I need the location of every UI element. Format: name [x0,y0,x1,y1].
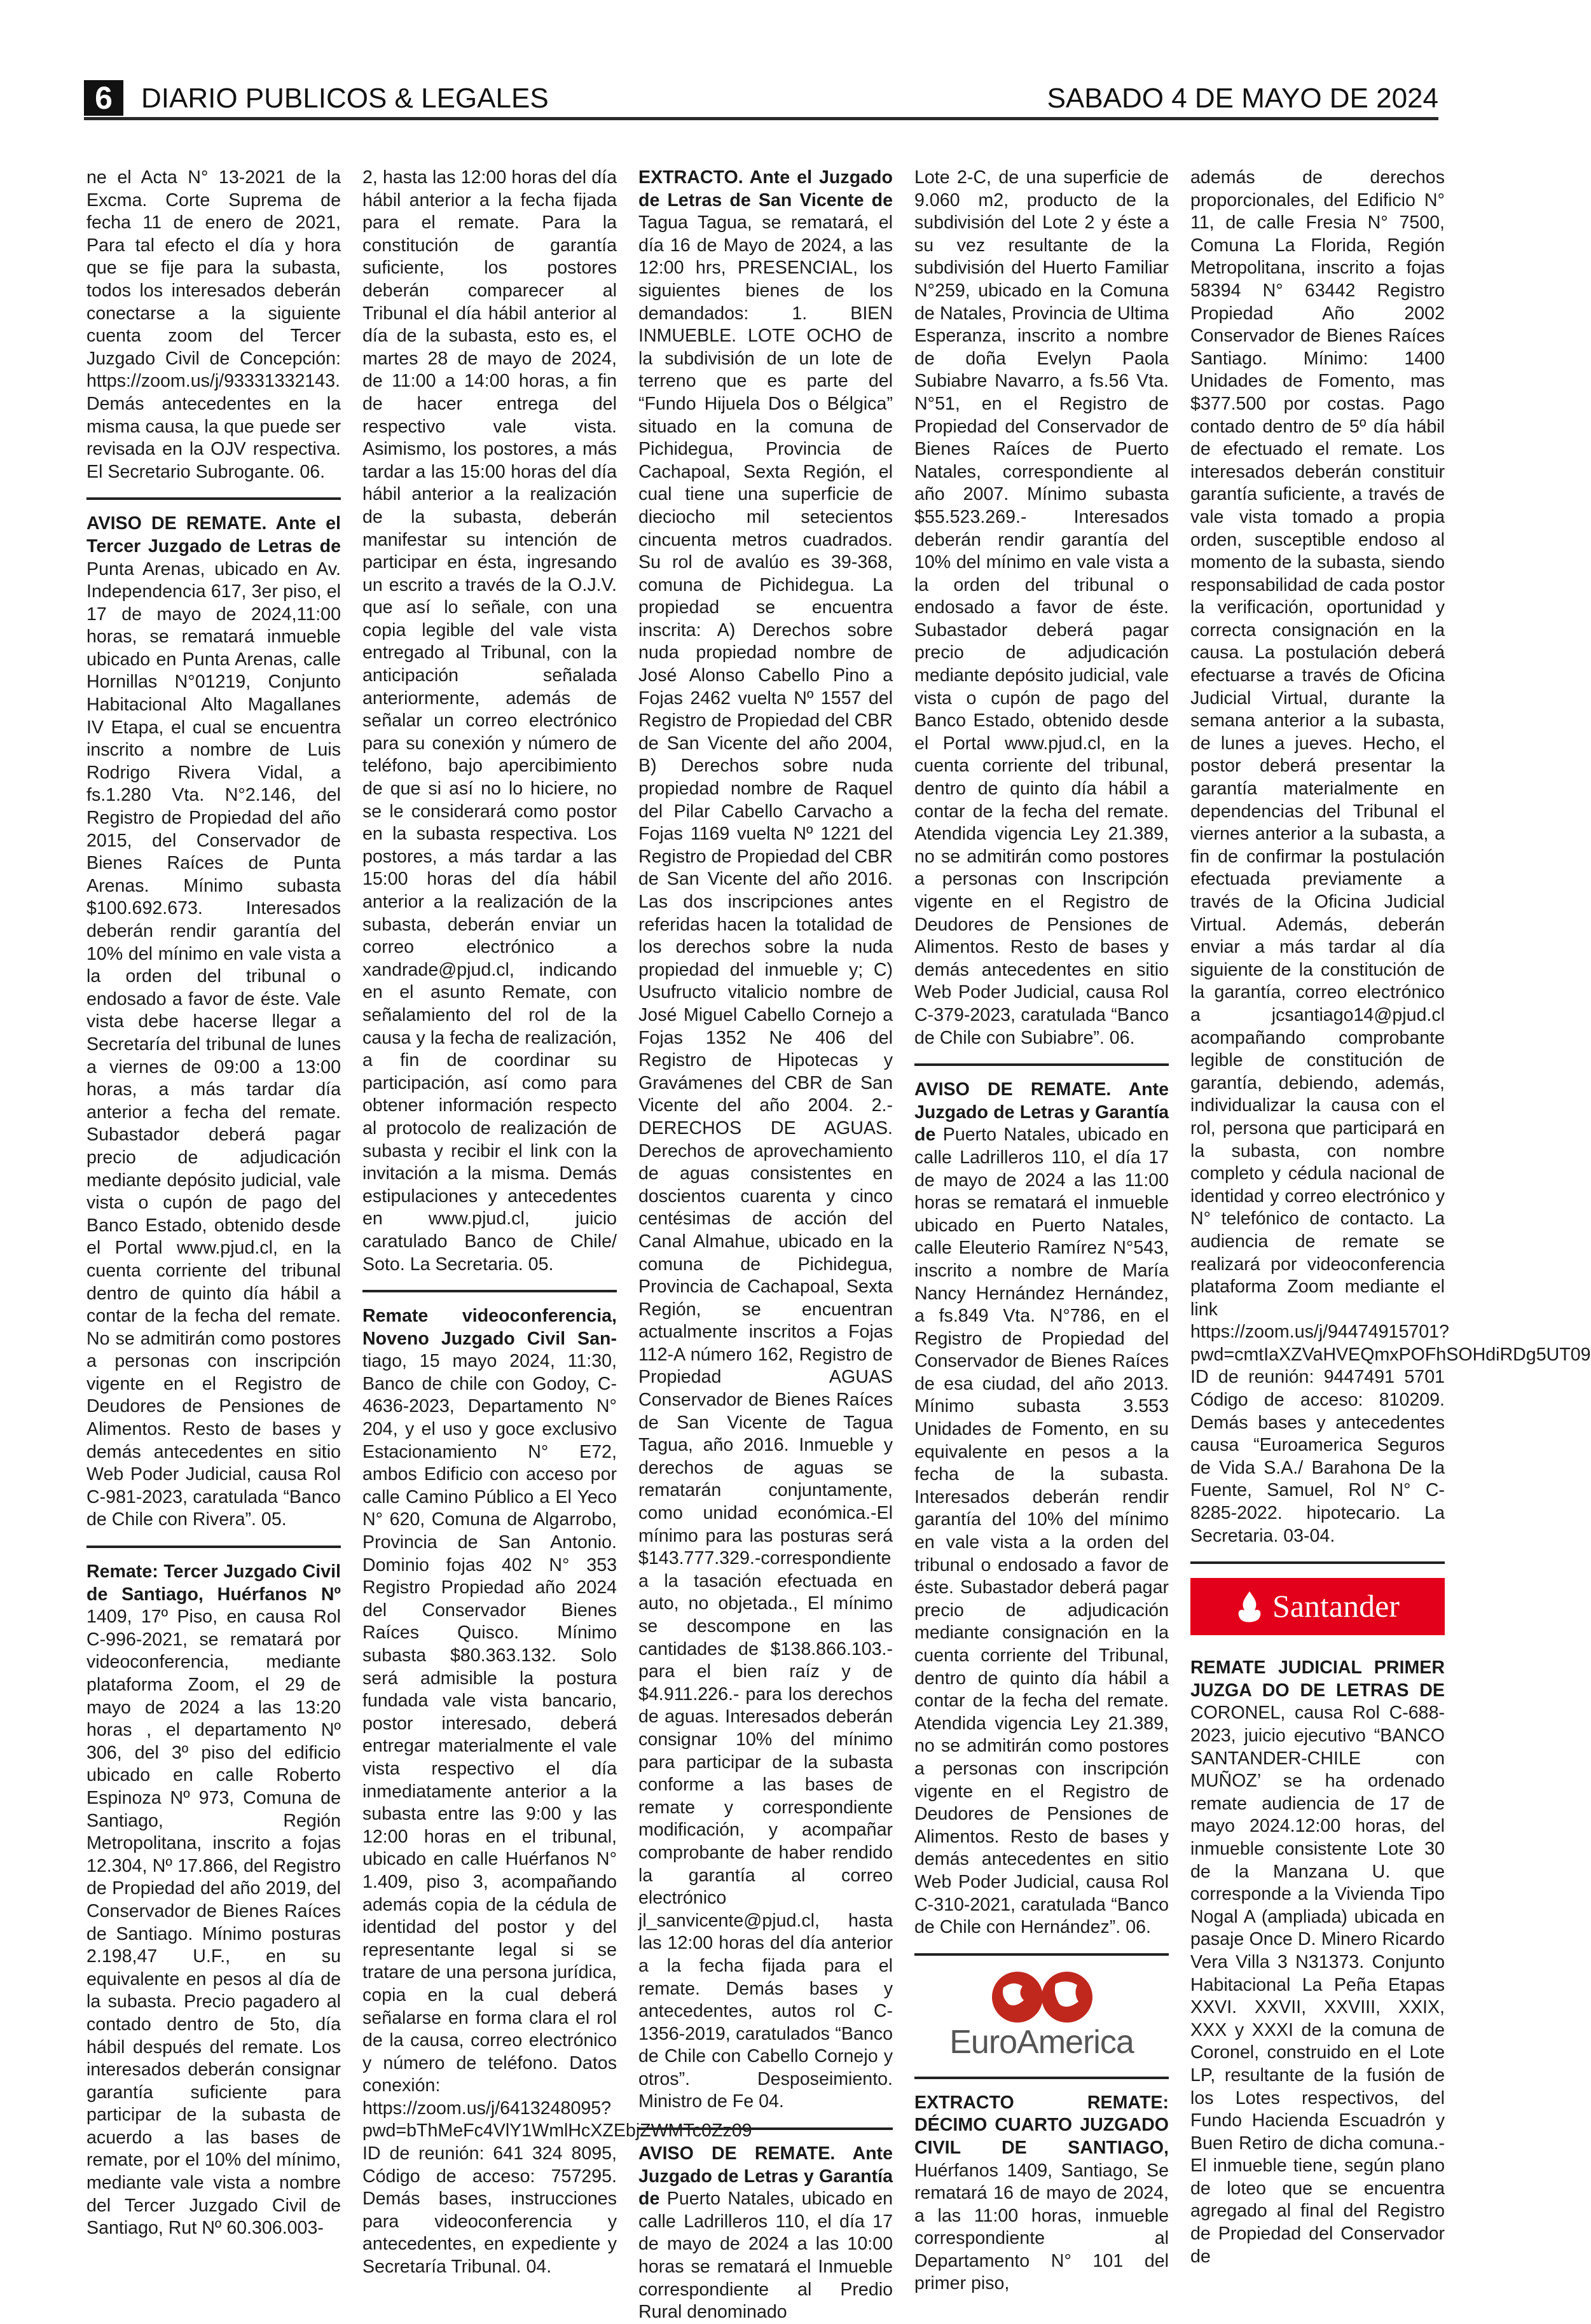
notice-heading: Remate videoconferencia, Noveno Juzgado Civil San- [362,1306,617,1349]
notice-aviso-punta-arenas [86,513,341,1532]
notice-body: Huérfanos 1409, Santiago, Se rematará 16 de mayo de 2024, a las 11:00 horas, inmueble correspondiente al Departamento N° 101 del primer piso, [914,2160,1169,2294]
notice-aviso-puerto-natales [638,2143,893,2324]
column-2 [362,167,752,2278]
euroamerica-wordmark: EuroAmerica [949,2024,1134,2061]
column-1 [86,167,341,2239]
section-title: DIARIO PUBLICOS & LEGALES [141,83,549,114]
divider [914,2077,1169,2079]
notice-extracto-san-vicente [638,167,893,2113]
notice-heading: Remate: Tercer Juzgado Civil de Santiago, Huérfanos Nº [86,1561,341,1605]
notice-body: Punta Arenas, ubicado en Av. Independencia 617, 3er piso, el 17 de mayo de 2024,11:00 horas, se rematará inmueble ubicado en Punta Arenas, calle Hornillas N°01219, Conjunto Habitacional Alto Magallanes IV Etapa, el cual se encuentra inscrito a nombre de Luis Rodrigo Rivera Vidal, a fs.1.280 Vta. N°2.146, del Registro de Propiedad del año 2015, del Conservador de Bienes Raíces de Punta Arenas. Mínimo subasta $100.692.673. Interesados deberán rendir garantía del 10% del mínimo en vale vista a la orden del tribunal o endosado a favor de éste. Vale vista debe hacerse llegar a Secretaría del tribunal de lunes a viernes de 09:00 a 13:00 horas, a más tardar día anterior a fecha del remate. Subastador deberá pagar precio de adjudicación mediante depósito judicial, vale vista o cupón de pago del Banco Estado, obtenido desde el Portal www.pjud.cl, en la cuenta corriente del tribunal dentro de quinto día hábil a contar de la fecha del remate. No se admitirán como postores a personas con inscripción vigente en el Registro de Deudores de Pensiones de Alimentos. Resto de bases y demás antecedentes en sitio Web Poder Judicial, causa Rol C-981-2023, caratulada “Banco de Chile con Rivera”. 05. [86,558,341,1530]
notice-text: ne el Acta N° 13-2021 de la Excma. Corte Suprema de fecha 11 de enero de 2021, Para tal efecto el día y hora que se fije para la subasta, todos los interesados deberán conectarse a la siguiente cuenta zoom del Tercer Juzgado Civil de Concepción: https://zoom.us/j/93331332143. Demás antecedentes en la misma causa, la que puede ser revisada en la OJV respectiva. El Secretario Subrogante. 06. [86,167,341,482]
notice-heading: EXTRACTO REMATE: DÉCIMO CUARTO JUZGADO CIVIL DE SANTIAGO, [914,2092,1169,2158]
notice-text: 2, hasta las 12:00 horas del día hábil anterior a la fecha fijada para el remate. Para la constitución de garantía suficiente, los postores deberán comparecer al Tribunal el día hábil anterior al día de la subasta, esto es, el martes 28 de mayo de 2024, de 11:00 a 14:00 horas, a fin de hacer entrega del respectivo vale vista. Asimismo, los postores, a más tardar a las 15:00 horas del día hábil anterior a la realización de la subasta, deberán manifestar su intención de participar en ésta, ingresando un escrito a través de la O.J.V. que así lo señale, con una copia legible del vale vista entregado al Tribunal, con la anticipación señalada anteriormente, además de señalar un correo electrónico para su conexión y número de teléfono, bajo apercibimiento de que si así no lo hiciere, no se le considerará como postor en la subasta respectiva. Los postores, a más tardar a las 15:00 horas del día hábil anterior a la realización de la subasta, deberán enviar un correo electrónico a xandrade@pjud.cl, indicando en el asunto Remate, con señalamiento del rol de la causa y la fecha de realización, a fin de coordinar su participación, así como para obtener información respecto al protocolo de realización de subasta y recibir el link con la invitación a la misma. Demás estipulaciones y antecedentes en www.pjud.cl, juicio caratulado Banco de Chile/ Soto. La Secretaria. 05. [362,167,617,1275]
notice-body: Puerto Natales, ubicado en calle Ladrilleros 110, el día 17 de mayo de 2024 a las 11:00 horas se rematará el inmueble ubicado en Puerto Natales, calle Eleuterio Ramírez N°543, inscrito a nombre de María Nancy Hernández Hernández, a fs.849 Vta. N°786, en el Registro de Propiedad del Conservador de Bienes Raíces de esa ciudad, del año 2013. Mínimo subasta 3.553 Unidades de Fomento, en su equivalente en pesos a la fecha de la subasta. Interesados deberán rendir garantía del 10% del mínimo en vale vista a la orden del tribunal o endosado a favor de éste. Subastador deberá pagar precio de adjudicación mediante consignación en la cuenta corriente del Tribunal, dentro de quinto día hábil a contar de la fecha del remate. Atendida vigencia Ley 21.389, no se admitirán como postores a personas con inscripción vigente en el Registro de Deudores de Pensiones de Alimentos. Resto de bases y demás antecedentes en sitio Web Poder Judicial, causa Rol C-310-2021, caratulada “Banco de Chile con Hernández”. 06. [914,1124,1169,1938]
notice-heading: AVISO DE REMATE. Ante el Tercer Juzgado de Letras de [86,513,341,557]
divider [1190,1561,1445,1564]
divider [638,2127,893,2130]
notice-heading: AVISO DE REMATE. Ante Juzgado de Letras y Garantía de [914,1079,1169,1145]
notice-remate-judicial-coronel [1190,1657,1445,2268]
notice-text: además de derechos proporcionales, del Edificio N° 11, de calle Fresia N° 7500, Comuna La Florida, Región Metropolitana, inscrito a fojas 58394 N° 63442 Registro Propiedad Año 2002 Conservador de Bienes Raíces Santiago. Mínimo: 1400 Unidades de Fomento, mas $377.500 por costas. Pago contado dentro de 5º día hábil de efectuado el remate. Los interesados deberán constituir garantía suficiente, a través de vale vista tomado a propia orden, susceptible endoso al momento de la subasta, siendo responsabilidad de cada postor la verificación, oportunidad y correcta consignación en la causa. La postulación deberá efectuarse a través de Oficina Judicial Virtual, durante la semana anterior a la subasta, de lunes a jueves. Hecho, el postor deberá presentar la garantía materialmente en dependencias del Tribunal el viernes anterior a la subasta, a fin de confirmar la postulación efectuada previamente a través de la Oficina Judicial Virtual. Además, deberán enviar a más tardar al día siguiente de la constitución de la garantía, correo electrónico a jcsantiago14@pjud.cl acompañando comprobante legible de constitución de garantía, debiendo, además, individualizar la causa con el rol, persona que participará en la subasta, con nombre completo y cédula nacional de identidad y correo electrónico y N° telefónico de contacto. La audiencia de remate se realizará por videoconferencia plataforma Zoom mediante el link https://zoom.us/j/94474915701? pwd=cmtIaXZVaHVEQmxPOFhSOHdiRDg5UT09 ID de reunión: 9447491 5701 Código de acceso: 810209. Demás bases y antecedentes causa “Euroamerica Seguros de Vida S.A./ Barahona De la Fuente, Samuel, Rol N° C-8285-2022. hipotecario. La Secretaria. 03-04. [1190,167,1591,1546]
euroamerica-logo [914,1968,1169,2064]
column-4 [914,167,1169,2294]
notice-extracto-decimo-cuarto [914,2092,1169,2295]
column-5 [1190,167,1591,2267]
column-3 [638,167,893,2323]
notice-aviso-puerto-natales-2 [914,1079,1169,1939]
page-number: 6 [84,80,123,116]
page-header [84,76,1438,120]
divider [362,1290,617,1292]
notice-heading: AVISO DE REMATE. Ante Juzgado de Letras y Garantía de [638,2143,893,2210]
notice-body: CORONEL, causa Rol C-688-2023, juicio ejecutivo “BANCO SANTANDER-CHILE con MUÑOZ’ se ha ordenado remate audiencia de 17 de mayo 2024.12:00 horas, del inmueble consistente Lote 30 de la Manzana U. que corresponde a la Vivienda Tipo Nogal A (ampliada) ubicada en pasaje Once D. Minero Ricardo Vera Villa 3 N31373. Conjunto Habitacional La Peña Etapas XXVI. XXVII, XXVIII, XXIX, XXX y XXXI de la comuna de Coronel, construido en el Lote LP, resultante de la fusión de los Lotes respectivos, del Fundo Hacienda Escuadrón y Buen Retiro de dicha comuna.- El inmueble tiene, según plano de loteo que se encuentra agregado al final del Registro de Propiedad del Conservador de [1190,1703,1445,2267]
divider [86,1546,341,1548]
divider [914,1953,1169,1956]
notice-body: Puerto Natales, ubicado en calle Ladrilleros 110, el día 17 de mayo de 2024 a las 10:00 horas se rematará el Inmueble correspondiente al Predio Rural denominado [638,2189,893,2323]
santander-wordmark: Santander [1272,1588,1400,1624]
notice-text: Lote 2-C, de una superficie de 9.060 m2, producto de la subdivisión del Lote 2 y éste a su vez resultante de la subdivisión del Huerto Familiar N°259, ubicado en la Comuna de Natales, Provincia de Ultima Esperanza, inscrito a nombre de doña Evelyn Paola Subiabre Navarro, a fs.56 Vta. N°51, en el Registro de Propiedad del Conservador de Bienes Raíces de Puerto Natales, correspondiente al año 2007. Mínimo subasta $55.523.269.- Interesados deberán rendir garantía del 10% del mínimo en vale vista a la orden del tribunal o endosado a favor de éste. Subastador deberá pagar precio de adjudicación mediante depósito judicial, vale vista o cupón de pago del Banco Estado, obtenido desde el Portal www.pjud.cl, en la cuenta corriente del tribunal, dentro de quinto día hábil a contar de la fecha del remate. Atendida vigencia Ley 21.389, no se admitirán como postores a personas con Inscripción vigente en el Registro de Deudores de Pensiones de Alimentos. Resto de bases y demás antecedentes en sitio Web Poder Judicial, causa Rol C-379-2023, caratulada “Banco de Chile con Subiabre”. 06. [914,167,1169,1048]
notice-remate-videoconferencia [362,1305,752,2279]
divider [86,497,341,500]
notice-heading: EXTRACTO. Ante el Juzgado de Letras de San Vicente de [638,167,893,211]
santander-logo [1190,1578,1445,1635]
notice-body: Tagua Tagua, se rematará, el día 16 de Mayo de 2024, a las 12:00 hrs, PRESENCIAL, los siguientes bienes de los demandados: 1. BIEN INMUEBLE. LOTE OCHO de la subdivisión de un lote de terreno que es parte del “Fundo Hijuela Dos o Bélgica” situado en la comuna de Pichidegua, Provincia de Cachapoal, Sexta Región, el cual tiene una superficie de dieciocho mil setecientos cincuenta metros cuadrados. Su rol de avalúo es 39-368, comuna de Pichidegua. La propiedad se encuentra inscrita: A) Derechos sobre nuda propiedad nombre de José Alonso Cabello Pino a Fojas 2462 vuelta Nº 1557 del Registro de Propiedad del CBR de San Vicente del año 2004, B) Derechos sobre nuda propiedad nombre de Raquel del Pilar Cabello Carvacho a Fojas 1169 vuelta Nº 1221 del Registro de Propiedad del CBR de San Vicente del año 2016. Las dos inscripciones antes referidas hacen la totalidad de los derechos sobre la nuda propiedad del inmueble y; C) Usufructo vitalicio nombre de José Miguel Cabello Cornejo a Fojas 1352 Ne 406 del Registro de Hipotecas y Gravámenes del CBR de San Vicente del año 2004. 2.- DERECHOS DE AGUAS. Derechos de aprovechamiento de aguas consistentes en doscientos cuarenta y cinco centésimas de acción del Canal Almahue, ubicado en la comuna de Pichidegua, Provincia de Cachapoal, Sexta Región, se encuentran actualmente inscritos a Fojas 112-A número 162, Registro de Propiedad AGUAS Conservador de Bienes Raíces de San Vicente de Tagua Tagua, año 2016. Inmueble y derechos de aguas se rematarán conjuntamente, como unidad económica.-El mínimo para las posturas será $143.777.329.-correspondiente a la tasación efectuada en auto, no objetada., El mínimo se descompone en las cantidades de $138.866.103.- para el bien raíz y de $4.911.226.- para los derechos de aguas. Interesados deberán consignar 10% del mínimo para participar de la subasta conforme a las bases de remate y correspondiente modificación, y acompañar comprobante de haber rendido la garantía al correo electrónico jl_sanvicente@pjud.cl, hasta las 12:00 horas del día anterior a la fecha fijada para el remate. Demás bases y antecedentes, autos rol C-1356-2019, caratulados “Banco de Chile con Cabello Cornejo y otros”. Desposeimiento. Ministro de Fe 04. [638,212,893,2112]
notice-heading: REMATE JUDICIAL PRIMER JUZGA DO DE LETRAS DE [1190,1657,1445,1701]
notice-body: 1409, 17º Piso, en causa Rol C-996-2021, se rematará por videoconferencia, mediante plataforma Zoom, el 29 de mayo de 2024 a las 13:20 horas , el departamento Nº 306, del 3º piso del edificio ubicado en calle Roberto Espinoza Nº 973, Comuna de Santiago, Región Metropolitana, inscrito a fojas 12.304, Nº 17.866, del Registro de Propiedad del año 2019, del Conservador de Bienes Raíces de Santiago. Mínimo posturas 2.198,47 U.F., en su equivalente en pesos al día de la subasta. Precio pagadero al contado dentro de 5to, día hábil después del remate. Los interesados deberán consignar garantía suficiente para participar de la subasta de acuerdo a las bases de remate, por el 10% del mínimo, mediante vale vista a nombre del Tercer Juzgado Civil de Santiago, Rut Nº 60.306.003- [86,1607,341,2239]
issue-date: SABADO 4 DE MAYO DE 2024 [1047,83,1438,114]
notice-remate-tercer-juzgado [86,1561,341,2240]
globe-icon [978,1968,1105,2026]
flame-icon [1236,1590,1264,1623]
divider [914,1063,1169,1066]
notice-body: tiago, 15 mayo 2024, 11:30, Banco de chile con Godoy, C-4636-2023, Departamento N° 204, y el uso y goce exclusivo Estacionamiento N° E72, ambos Edificio con acceso por calle Camino Público a El Yeco N° 620, Comuna de Algarrobo, Provincia de San Antonio. Dominio fojas 402 N° 353 Registro Propiedad año 2024 del Conservador Bienes Raíces Quisco. Mínimo subasta $80.363.132. Solo será admisible la postura fundada vale vista bancario, postor interesado, deberá entregar materialmente el vale vista respectivo el día inmediatamente anterior a la subasta entre las 9:00 y las 12:00 horas en el tribunal, ubicado en calle Huérfanos N° 1.409, piso 3, acompañando además copia de la cédula de identidad del postor y del representante legal si se tratare de una persona jurídica, copia en la cual deberá señalarse en forma clara el rol de la causa, correo electrónico y número de teléfono. Datos conexión: https://zoom.us/j/6413248095?pwd=bThMeFc4VlY1WmlHcXZEbjZWMTc0Zz09 ID de reunión: 641 324 8095, Código de acceso: 757295. Demás bases, instrucciones para videoconferencia y antecedentes, en expediente y Secretaría Tribunal. 04. [362,1351,752,2278]
